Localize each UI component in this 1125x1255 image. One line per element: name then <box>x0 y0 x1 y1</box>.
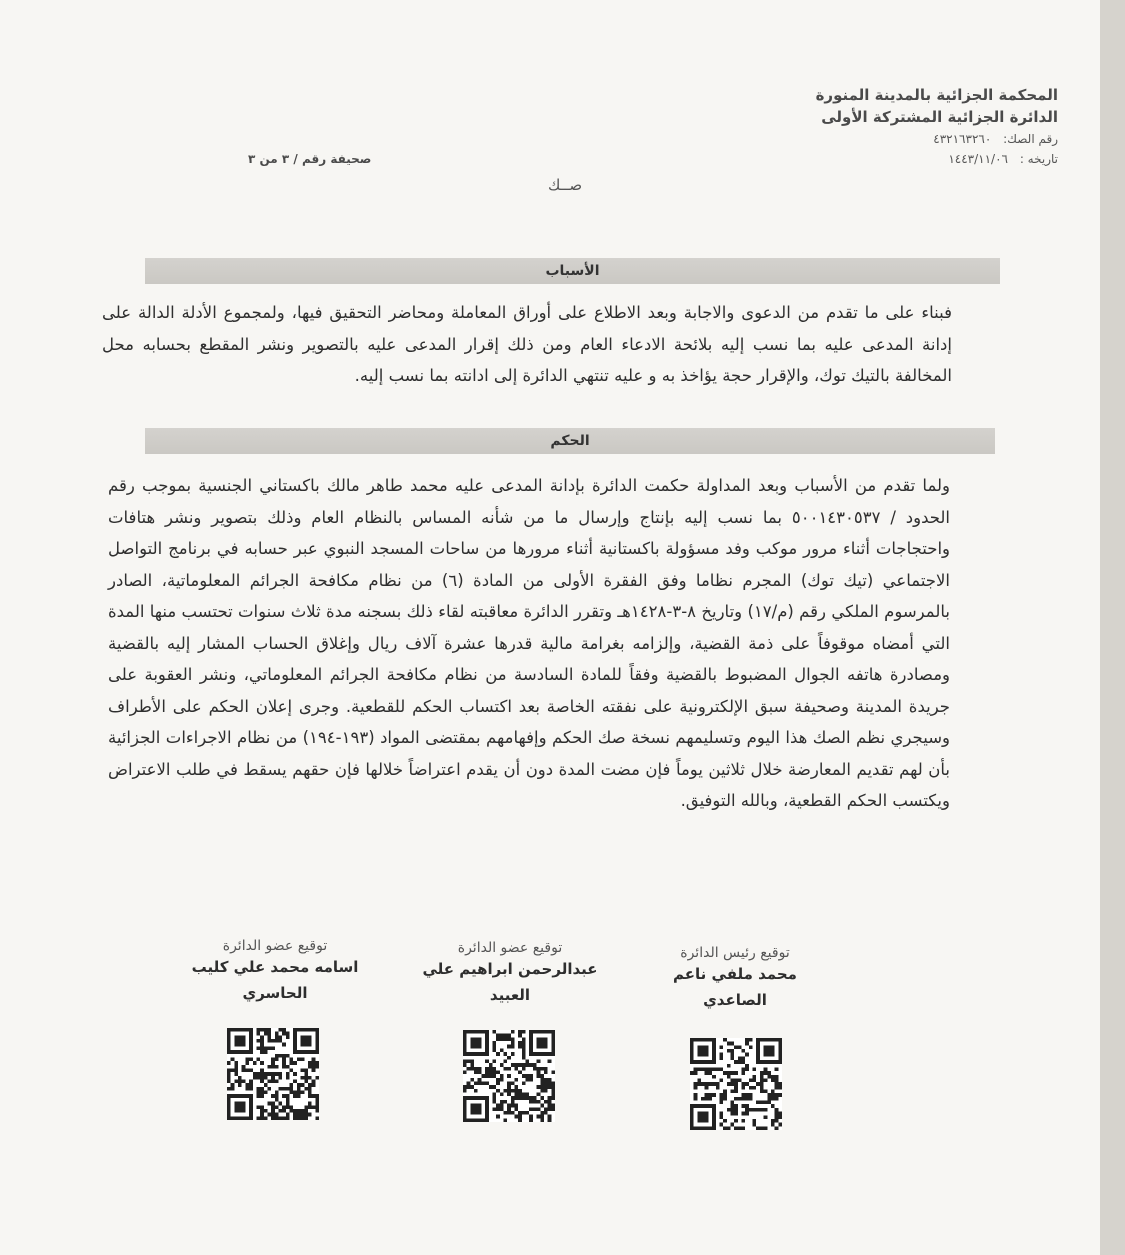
page-number: صحيفة رقم / ٣ من ٣ <box>248 152 372 166</box>
deed-number-row <box>933 132 1058 146</box>
signature-block-member-1 <box>405 940 615 1008</box>
signature-block-chairman <box>640 945 830 1013</box>
circuit-name: الدائرة الجزائية المشتركة الأولى <box>821 108 1058 126</box>
signatory-name: عبدالرحمن ابراهيم علي <box>422 960 598 978</box>
qr-code-icon <box>463 1030 555 1122</box>
signatory-name: اسامه محمد علي كليب <box>191 958 359 976</box>
document-type-title: صــك <box>548 176 583 194</box>
date-row <box>948 152 1058 166</box>
page-edge <box>1100 0 1125 1255</box>
signatory-name: الحاسري <box>242 984 308 1002</box>
qr-code-icon <box>690 1038 782 1130</box>
signatory-name: الصاعدي <box>703 991 767 1009</box>
court-name: المحكمة الجزائية بالمدينة المنورة <box>815 86 1058 104</box>
ruling-text: ولما تقدم من الأسباب وبعد المداولة حكمت الدائرة بإدانة المدعى عليه محمد طاهر مالك باكستاني الجنسية بموجب رقم الحدود / ٥٠٠١٤٣٠٥٣٧ بما نسب إليه بإنتاج وإرسال ما من شأنه المساس بالنظام العام وذلك بتصوير ونشر هتافات واحتجاجات أثناء مرور موكب وفد مسؤولة باكستانية أثناء مرورها من ساحات المسجد النبوي عبر حسابه في برنامج التواصل الاجتماعي (تيك توك) المجرم نظاما وفق الفقرة الأولى من المادة (٦) من نظام مكافحة الجرائم المعلوماتية، الصادر بالمرسوم الملكي رقم (م/١٧) وتاريخ ٨-٣-١٤٢٨هـ وتقرر الدائرة معاقبته لقاء ذلك بسجنه مدة ثلاث سنوات تحتسب منها المدة التي أمضاه موقوفاً على ذمة القضية، وإلزامه بغرامة مالية قدرها عشرة آلاف ريال وإغلاق الحساب المشار إليه بالقضية ومصادرة هاتفه الجوال المضبوط بالقضية وفقاً للمادة السادسة من نظام مكافحة الجرائم المعلوماتي، ونشر العقوبة على جريدة المدينة وصحيفة سبق الإلكترونية على نفقته الخاصة بعد اكتساب الحكم للقطعية. وجرى إعلان الحكم على الأطراف وسيجري نظم الصك هذا اليوم وتسليمهم نسخة صك الحكم وإفهامهم بمقتضى المواد (١٩٣-١٩٤) من نظام الاجراءات الجزائية بأن لهم تقديم المعارضة خلال ثلاثين يوماً فإن مضت المدة دون أن يقدم اعتراضاً خلالها فإن حقهم يسقط في طلب الاعتراض ويكتسب الحكم القطعية، وبالله التوفيق. <box>108 476 951 810</box>
signatory-name: محمد ملفي ناعم <box>673 965 797 983</box>
signature-block-member-2 <box>175 938 375 1006</box>
signature-label: توقيع رئيس الدائرة <box>680 945 790 961</box>
qr-code-icon <box>227 1028 319 1120</box>
date-value: ١٤٤٣/١١/٠٦ <box>948 152 1008 166</box>
signature-label: توقيع عضو الدائرة <box>222 938 328 954</box>
ruling-heading: الحكم <box>145 428 995 454</box>
deed-number: ٤٣٢١٦٣٢٦٠ <box>933 132 992 146</box>
deed-number-label: رقم الصك: <box>1003 132 1058 146</box>
date-label: تاريخه : <box>1019 152 1058 166</box>
reasons-heading: الأسباب <box>145 258 1000 284</box>
reasons-text: فبناء على ما تقدم من الدعوى والاجابة وبعد الاطلاع على أوراق المعاملة ومحاضر التحقيق فيها، ولمجموع الأدلة الدالة على إدانة المدعى عليه بما نسب إليه بلائحة الادعاء العام ومن ذلك إقرار المدعى عليه بالتصوير ونشر المقطع بحسابه محل المخالفة بالتيك توك، والإقرار حجة يؤاخذ به و عليه تنتهي الدائرة إلى ادانته بما نسب إليه. <box>102 303 952 385</box>
signatory-name: العبيد <box>489 986 531 1004</box>
signature-label: توقيع عضو الدائرة <box>457 940 563 956</box>
